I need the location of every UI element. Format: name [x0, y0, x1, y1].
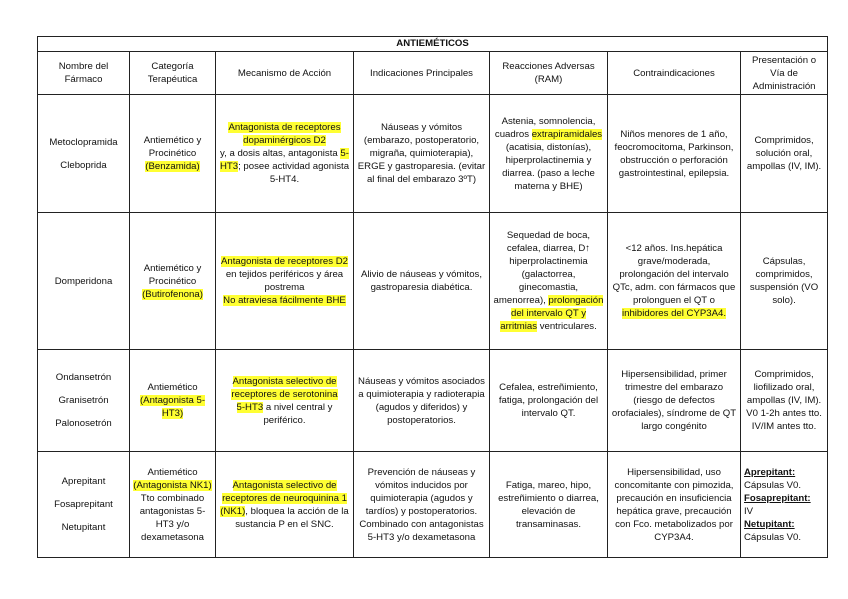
drug-name: Metoclopramida	[49, 136, 118, 148]
mechanism-cell: Antagonista selectivo de receptores de neuroquinina 1 (NK1), bloquea la acción de la sustancia P en el SNC.	[216, 452, 354, 558]
contraindications-cell: Hipersensibilidad, primer trimestre del embarazo (riesgo de defectos orofaciales), síndrome de QT largo congénito	[608, 350, 741, 452]
highlight: (Antagonista NK1)	[133, 479, 212, 491]
presentation-cell: Aprepitant: Cápsulas V0. Fosaprepitant: IV Netupitant: Cápsulas V0.	[741, 452, 828, 558]
table-row	[38, 95, 828, 213]
drug-name: Granisetrón	[58, 395, 109, 406]
table-row	[38, 213, 828, 350]
highlight: Antagonista selectivo de receptores de serotonina	[231, 375, 338, 400]
presentation-cell: Comprimidos, solución oral, ampollas (IV, IM).	[741, 95, 828, 213]
mechanism-cell: Antagonista de receptores dopaminérgicos D2 y, a dosis altas, antagonista 5-HT3; posee actividad agonista 5-HT4.	[216, 95, 354, 213]
presentation-label: Fosaprepitant:	[744, 492, 811, 504]
header-adverse-reactions: Reacciones Adversas (RAM)	[490, 52, 608, 95]
header-mechanism: Mecanismo de Acción	[216, 52, 354, 95]
drug-names-cell	[38, 213, 130, 350]
indications-cell: Náuseas y vómitos asociados a quimioterapia y radioterapia (agudos y diferidos) y postoperatorios.	[354, 350, 490, 452]
highlight: prolongación del intervalo QT y arritmias	[500, 295, 604, 332]
contraindications-cell: Hipersensibilidad, uso concomitante con pimozida, precaución en insuficiencia hepática grave, precaución con Fco. metabolizados por CYP3A4.	[608, 452, 741, 558]
header-indications: Indicaciones Principales	[354, 52, 490, 95]
presentation-label: Aprepitant:	[744, 466, 796, 478]
highlight: inhibidores del CYP3A4.	[622, 308, 726, 319]
indications-cell: Alivio de náuseas y vómitos, gastroparesia diabética.	[354, 213, 490, 350]
highlight: (Butirofenona)	[142, 288, 203, 300]
highlight: No atraviesa fácilmente BHE	[223, 295, 346, 306]
highlight: Antagonista de receptores D2	[221, 256, 348, 267]
drug-name: Palonosetrón	[55, 418, 112, 429]
presentation-cell: Comprimidos, liofilizado oral, ampollas (IV, IM). V0 1-2h antes tto. IV/IM antes tto.	[741, 350, 828, 452]
adverse-reactions-cell: Astenia, somnolencia, cuadros extrapiramidales (acatisia, distonías), hiperprolactinemia y diarrea. (paso a leche materna y BHE)	[490, 95, 608, 213]
drug-names-cell	[38, 452, 130, 558]
highlight: 5-HT3	[219, 148, 349, 172]
highlight: (Antagonista 5-HT3)	[139, 395, 206, 419]
category-cell: Antiemético y Procinético (Benzamida)	[130, 95, 216, 213]
adverse-reactions-cell: Fatiga, mareo, hipo, estreñimiento o diarrea, elevación de transaminasas.	[490, 452, 608, 558]
drug-name: Cleboprida	[60, 159, 107, 171]
drug-name: Netupitant	[61, 522, 106, 533]
presentation-label: Netupitant:	[744, 518, 795, 530]
drug-names-cell	[38, 350, 130, 452]
adverse-reactions-cell: Sequedad de boca, cefalea, diarrea, D↑ hiperprolactinemia (galactorrea, ginecomastia, amenorrea), prolongación del intervalo QT y arritmias ventriculares.	[490, 213, 608, 350]
highlight: extrapiramidales	[531, 128, 603, 140]
highlight: Antagonista selectivo de receptores de neuroquinina 1 (NK1)	[220, 479, 347, 517]
indications-cell: Prevención de náuseas y vómitos inducidos por quimioterapia (agudos y tardíos) y postoperatorios. Combinado con antagonistas 5-HT3 y/o dexametasona	[354, 452, 490, 558]
header-presentation: Presentación o Vía de Administración	[741, 52, 828, 95]
highlight: (Benzamida)	[145, 161, 200, 172]
header-category: Categoría Terapéutica	[130, 52, 216, 95]
header-contraindications: Contraindicaciones	[608, 52, 741, 95]
indications-cell: Náuseas y vómitos (embarazo, postoperatorio, migraña, quimioterapia), ERGE y gastroparesia. (evitar al final del embarazo 3ºT)	[354, 95, 490, 213]
drug-name: Fosaprepitant	[54, 499, 113, 510]
category-cell: Antiemético (Antagonista NK1) Tto combinado antagonistas 5-HT3 y/o dexametasona	[130, 452, 216, 558]
mechanism-cell: Antagonista de receptores D2 en tejidos periféricos y área postrema No atraviesa fácilmente BHE	[216, 213, 354, 350]
drug-name: Domperidona	[54, 275, 113, 287]
highlight: Antagonista de receptores dopaminérgicos D2	[228, 122, 341, 146]
table-row	[38, 350, 828, 452]
header-drug-name: Nombre del Fármaco	[38, 52, 130, 95]
drug-names-cell	[38, 95, 130, 213]
table-row	[38, 452, 828, 558]
adverse-reactions-cell: Cefalea, estreñimiento, fatiga, prolongación del intervalo QT.	[490, 350, 608, 452]
contraindications-cell: Niños menores de 1 año, feocromocitoma, Parkinson, obstrucción o perforación gastrointestinal, epilepsia.	[608, 95, 741, 213]
contraindications-cell: <12 años. Ins.hepática grave/moderada, prolongación del intervalo QTc, adm. con fármacos que prolonguen el QT o inhibidores del CYP3A4.	[608, 213, 741, 350]
highlight: 5-HT3	[236, 401, 264, 413]
category-cell: Antiemético y Procinético (Butirofenona)	[130, 213, 216, 350]
antiemetics-table	[37, 36, 828, 558]
drug-name: Aprepitant	[61, 476, 106, 487]
mechanism-cell: Antagonista selectivo de receptores de serotonina 5-HT3 a nivel central y periférico.	[216, 350, 354, 452]
category-cell: Antiemético (Antagonista 5-HT3)	[130, 350, 216, 452]
drug-name: Ondansetrón	[55, 372, 112, 383]
table-title: ANTIEMÉTICOS	[38, 37, 828, 52]
header-row	[38, 52, 828, 95]
presentation-cell: Cápsulas, comprimidos, suspensión (VO solo).	[741, 213, 828, 350]
